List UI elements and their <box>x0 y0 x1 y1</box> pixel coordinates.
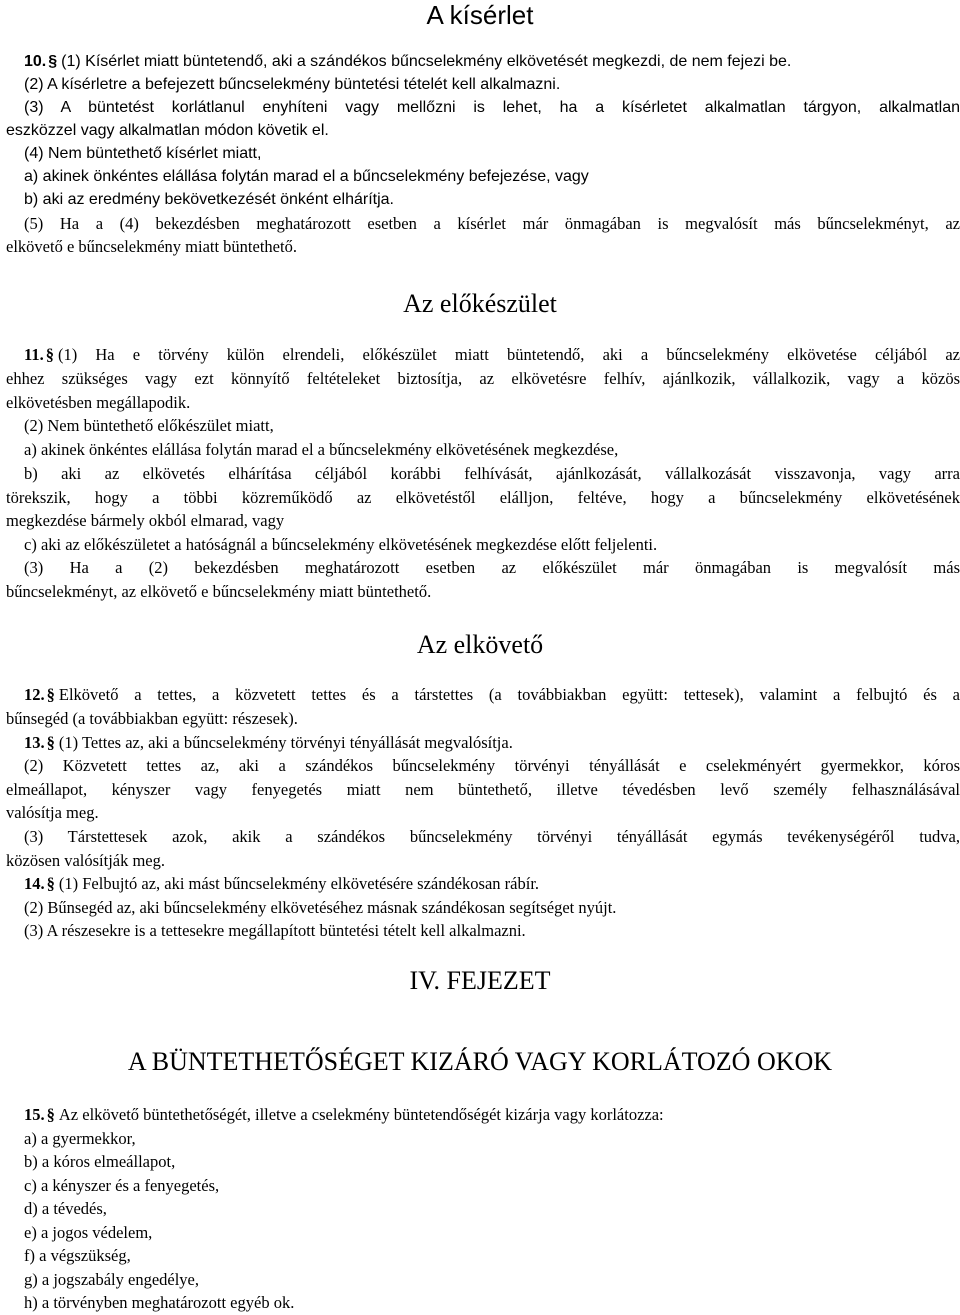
article-14-line-1 <box>24 872 960 895</box>
text-line: (1) Tettes az, aki a bűncselekmény törvényi tényállását megvalósítja. <box>58 733 513 752</box>
chapter-heading: IV. FEJEZET <box>409 966 551 995</box>
list-item: e) a jogos védelem, <box>24 1223 153 1242</box>
text-line: Az elkövető büntethetőségét, illetve a cselekmény büntetendőségét kizárja vagy korlátozza: <box>58 1105 664 1124</box>
text-line: közösen valósítják meg. <box>6 851 166 870</box>
text-line: b) aki az elkövetés elhárítása céljából korábbi felhívását, ajánlkozását, vállalkozását visszavonja, vagy arra <box>24 464 960 483</box>
article-number: 15. <box>24 1105 45 1124</box>
section-title-elkoveto: Az elkövető <box>416 630 544 659</box>
text-line: (1) Ha e törvény külön elrendeli, előkészület miatt büntetendő, aki a bűncselekmény elkövetése céljából az <box>57 345 960 364</box>
text-line: (2) Közvetett tettes az, aki a szándékos bűncselekmény törvényi tényállását e cselekményért gyermekkor, kóros <box>24 756 960 775</box>
text-line: (3) Ha a (2) bekezdésben meghatározott esetben az előkészület már önmagában is megvalósít más <box>24 558 960 577</box>
text-line: (5) Ha a (4) bekezdésben meghatározott esetben a kísérlet már önmagában is megvalósít más bűncselekményt, az <box>24 214 960 233</box>
article-number: 10. <box>24 53 47 70</box>
article-13-line-1 <box>24 731 960 754</box>
text-line: b) aki az eredmény bekövetkezését önként elhárítja. <box>24 191 394 208</box>
text-line: bűncselekményt, az elkövető e bűncselekmény miatt büntethető. <box>6 582 432 601</box>
article-10-line-1 <box>24 50 960 73</box>
article-number: 13. <box>24 733 45 752</box>
text-line: bűnsegéd (a továbbiakban együtt: részesek). <box>6 709 298 728</box>
section-title-elokeszulet: Az előkészület <box>403 289 557 318</box>
text-line: Elkövető a tettes, a közvetett tettes és a társtettes (a továbbiakban együtt: tettesek), valamint a felbujtó és a <box>58 685 960 704</box>
article-11-line-1 <box>24 343 960 366</box>
article-number: 14. <box>24 874 45 893</box>
list-item: d) a tévedés, <box>24 1199 107 1218</box>
paragraph-sign: § <box>46 685 55 704</box>
list-item: h) a törvényben meghatározott egyéb ok. <box>24 1293 295 1312</box>
text-line: valósítja meg. <box>6 803 99 822</box>
text-line: (3) A büntetést korlátlanul enyhíteni vagy mellőzni is lehet, ha a kísérletet alkalmatlan tárgyon, alkalmatlan <box>24 99 960 116</box>
list-item: b) a kóros elmeállapot, <box>24 1152 176 1171</box>
paragraph-sign: § <box>46 1105 55 1124</box>
list-item: c) a kényszer és a fenyegetés, <box>24 1176 220 1195</box>
paragraph-sign: § <box>48 53 58 70</box>
text-line: elkövetésben megállapodik. <box>6 393 191 412</box>
article-12-line-1 <box>24 683 960 706</box>
text-line: ehhez szükséges vagy ezt könnyítő feltételeket biztosítja, az elkövetésre felhív, ajánlkozik, vállalkozik, vagy a közös <box>6 369 960 388</box>
text-line: (2) A kísérletre a befejezett bűncselekmény büntetési tételét kell alkalmazni. <box>24 76 561 93</box>
text-line: a) akinek önkéntes elállása folytán marad el a bűncselekmény befejezése, vagy <box>24 168 589 185</box>
text-line: elkövető e bűncselekmény miatt büntethető. <box>6 237 297 256</box>
text-line: c) aki az előkészületet a hatóságnál a bűncselekmény elkövetésének megkezdése előtt feljelenti. <box>24 535 658 554</box>
list-item: f) a végszükség, <box>24 1246 131 1265</box>
paragraph-sign: § <box>45 345 54 364</box>
chapter-title: A BÜNTETHETŐSÉGET KIZÁRÓ VAGY KORLÁTOZÓ OKOK <box>127 1047 833 1076</box>
text-line: a) akinek önkéntes elállása folytán marad el a bűncselekmény elkövetésének megkezdése, <box>24 440 619 459</box>
article-number: 12. <box>24 685 45 704</box>
article-15-line-1 <box>24 1103 960 1126</box>
text-line: (1) Felbujtó az, aki mást bűncselekmény elkövetésére szándékosan rábír. <box>58 874 540 893</box>
text-line: megkezdése bármely okból elmarad, vagy <box>6 511 285 530</box>
text-line: elmeállapot, kényszer vagy fenyegetés miatt nem büntethető, illetve tévedésben levő személy felhasználásával <box>6 780 960 799</box>
text-line: (2) Bűnsegéd az, aki bűncselekmény elkövetéséhez másnak szándékosan segítséget nyújt. <box>24 898 617 917</box>
article-number: 11. <box>24 345 44 364</box>
text-line: (4) Nem büntethető kísérlet miatt, <box>24 145 262 162</box>
text-line: törekszik, hogy a többi közreműködő az elkövetéstől elálljon, feltéve, hogy a bűncselekmény elkövetésének <box>6 488 960 507</box>
text-line: (1) Kísérlet miatt büntetendő, aki a szándékos bűncselekmény elkövetését megkezdi, de nem fejezi be. <box>61 53 792 70</box>
text-line: (3) Társtettesek azok, akik a szándékos bűncselekmény törvényi tényállását egymás tevékenységéről tudva, <box>24 827 960 846</box>
list-item: a) a gyermekkor, <box>24 1129 136 1148</box>
list-item: g) a jogszabály engedélye, <box>24 1270 200 1289</box>
section-title-kiserlet: A kísérlet <box>426 0 534 30</box>
text-line: (2) Nem büntethető előkészület miatt, <box>24 416 274 435</box>
paragraph-sign: § <box>46 874 55 893</box>
paragraph-sign: § <box>46 733 55 752</box>
text-line: eszközzel vagy alkalmatlan módon követik el. <box>6 122 329 139</box>
text-line: (3) A részesekre is a tettesekre megállapított büntetési tételt kell alkalmazni. <box>24 921 526 940</box>
